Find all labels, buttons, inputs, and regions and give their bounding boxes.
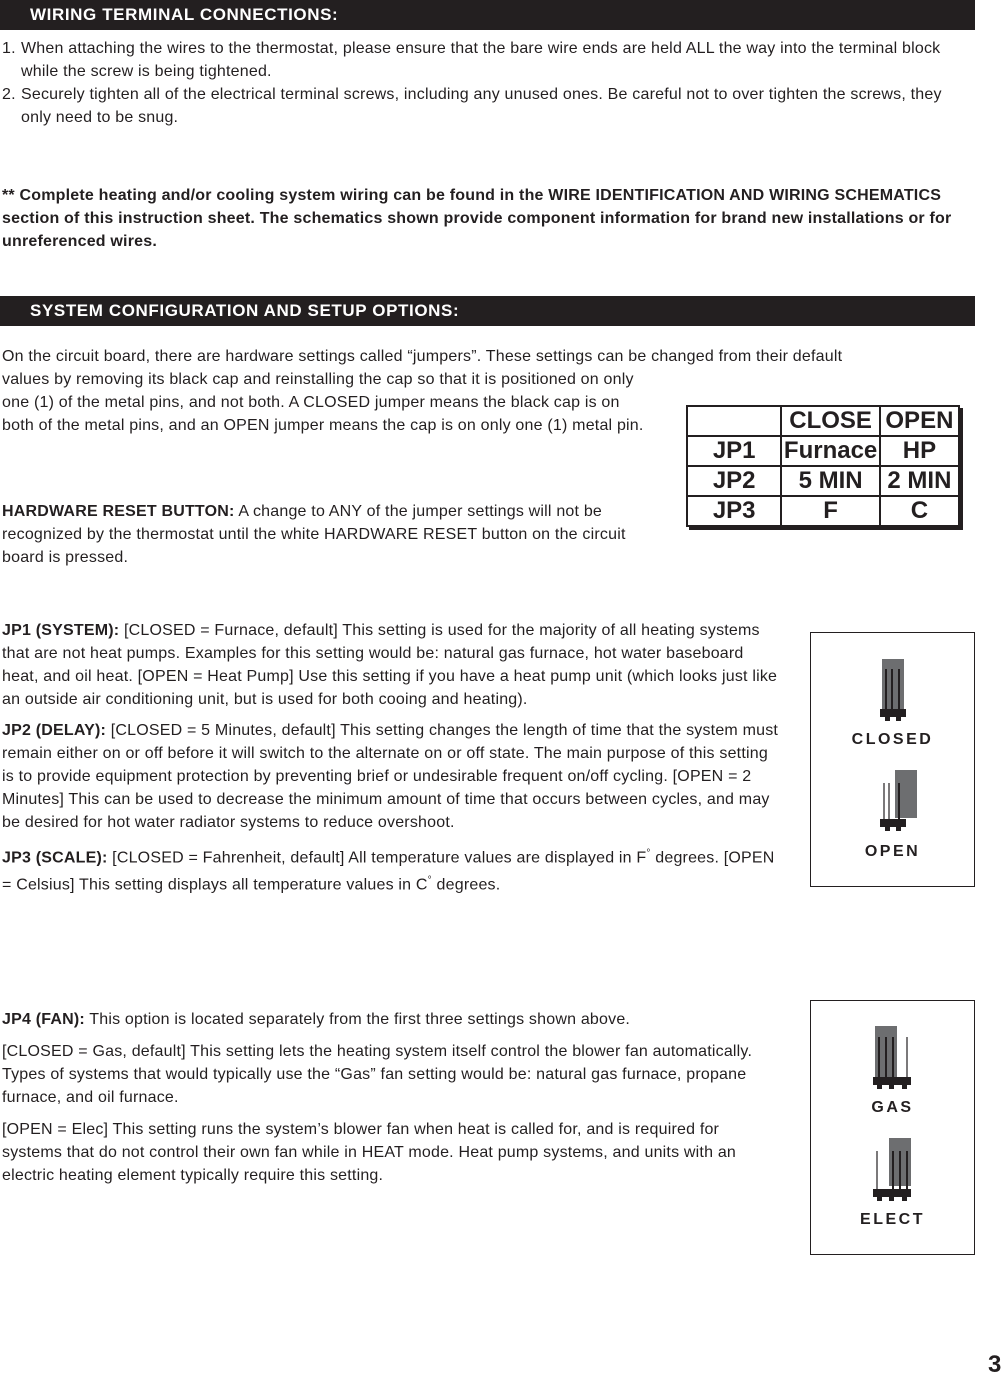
degree-symbol: ° [646, 848, 651, 859]
table-cell: 5 MIN [781, 466, 879, 496]
table-row [687, 466, 959, 496]
table-cell: JP1 [687, 436, 781, 466]
jp2-text: [CLOSED = 5 Minutes, default] This setting changes the length of time that the system must remain either on or off before it will switch to the alternate on or off state. The main purpose of this setting is to provide equipment protection by preventing brief or undesirable frequent on/off cycling. [OPEN = 2 Minutes] This can be used to decrease the minimum amount of time that occurs between cycles, and may be desired for hot water radiator systems to reduce overshoot. [2, 722, 779, 831]
jp1-text: [CLOSED = Furnace, default] This setting is used for the majority of all heating systems that are not heat pumps. Examples for this setting would be: natural gas furnace, hot water baseboard heat, and oil heat. [OPEN = Heat Pump] Use this setting if you have a heat pump unit (which looks just like an outside air conditioning unit, but is used for both cooing and heating). [2, 622, 778, 708]
page-number: 3 [988, 1351, 1002, 1378]
jumper-figure-closed-open [810, 632, 975, 887]
hardware-reset-paragraph [2, 500, 650, 569]
step-text: When attaching the wires to the thermostat, please ensure that the bare wire ends are held ALL the way into the terminal block while the screw is being tightened. [21, 40, 941, 80]
jp2-paragraph [2, 719, 780, 834]
table-cell: HP [880, 436, 959, 466]
jp3-label: JP3 (SCALE): [2, 849, 108, 867]
step-text: Securely tighten all of the electrical terminal screws, including any unused ones. Be careful not to over tighten the screws, they only need to be snug. [21, 86, 942, 126]
jp4-elec-paragraph: [OPEN = Elec] This setting runs the system’s blower fan when heat is called for, and is required for systems that do not control their own fan while in HEAT mode. Heat pump systems, and units with an electric heating element typically require this setting. [2, 1121, 737, 1184]
table-header-cell: CLOSE [781, 406, 879, 436]
wiring-schematics-note: ** Complete heating and/or cooling system wiring can be found in the WIRE IDENTIFICATION AND WIRING SCHEMATICS section of this instruction sheet. The schematics shown provide component information for brand new installations or for unreferenced wires. [2, 187, 952, 250]
jumper-figure-gas-elect [810, 1000, 975, 1255]
table-row [687, 436, 959, 466]
table-header-row [687, 406, 959, 436]
degree-symbol: ° [427, 875, 432, 887]
jp4-intro-paragraph [2, 1008, 780, 1031]
jp4-gas-paragraph: [CLOSED = Gas, default] This setting lets the heating system itself control the blower fan automatically. Types of systems that would typically use the “Gas” fan setting would be: natural gas furnace, propane furnace, and oil furnace. [2, 1043, 753, 1106]
config-section-heading: SYSTEM CONFIGURATION AND SETUP OPTIONS: [0, 296, 975, 326]
jp4-descriptions [2, 1008, 780, 1187]
config-intro-line: On the circuit board, there are hardware settings called “jumpers”. These settings can be changed from their default [2, 348, 843, 365]
jp-settings-descriptions [2, 619, 780, 897]
jp3-text: degrees. [OPEN = Celsius] This setting displays all temperature values in C [2, 849, 775, 894]
table-header-cell: OPEN [880, 406, 959, 436]
jp3-text: degrees. [431, 876, 501, 894]
wiring-steps-list [2, 37, 952, 129]
jp3-paragraph [2, 842, 780, 897]
elect-label: ELECT [860, 1211, 925, 1228]
jp1-paragraph [2, 619, 780, 711]
jp1-label: JP1 (SYSTEM): [2, 622, 120, 639]
open-label: OPEN [864, 843, 921, 860]
hardware-reset-label: HARDWARE RESET BUTTON: [2, 503, 235, 520]
jp2-label: JP2 (DELAY): [2, 722, 107, 739]
jp4-label: JP4 (FAN): [2, 1011, 85, 1028]
table-cell: JP3 [687, 496, 781, 526]
table-row [687, 496, 959, 526]
closed-label: CLOSED [851, 731, 934, 748]
table-cell: 2 MIN [880, 466, 959, 496]
table-cell: F [781, 496, 879, 526]
table-cell: JP2 [687, 466, 781, 496]
config-intro-text: values by removing its black cap and reinstalling the cap so that it is positioned on only one (1) of the metal pins, and not both. A CLOSED jumper means the black cap is on both of the metal pins, and an OPEN jumper means the cap is on only one (1) metal pin. [2, 371, 644, 434]
wiring-section-heading: WIRING TERMINAL CONNECTIONS: [0, 0, 975, 30]
table-cell: Furnace [781, 436, 879, 466]
list-item [2, 83, 952, 129]
jumper-settings-table [686, 405, 960, 527]
jp3-text: [CLOSED = Fahrenheit, default] All temperature values are displayed in F [107, 849, 647, 867]
list-item [2, 37, 952, 83]
step-number: 2. [2, 86, 16, 103]
hardware-reset-text: A change to ANY of the jumper settings will not be recognized by the thermostat until the white HARDWARE RESET button on the circuit board is pressed. [2, 503, 626, 566]
jp4-intro-text: This option is located separately from the first three settings shown above. [84, 1011, 631, 1028]
table-cell: C [880, 496, 959, 526]
gas-label: GAS [871, 1099, 914, 1116]
step-number: 1. [2, 40, 16, 57]
table-header-cell [687, 406, 781, 436]
